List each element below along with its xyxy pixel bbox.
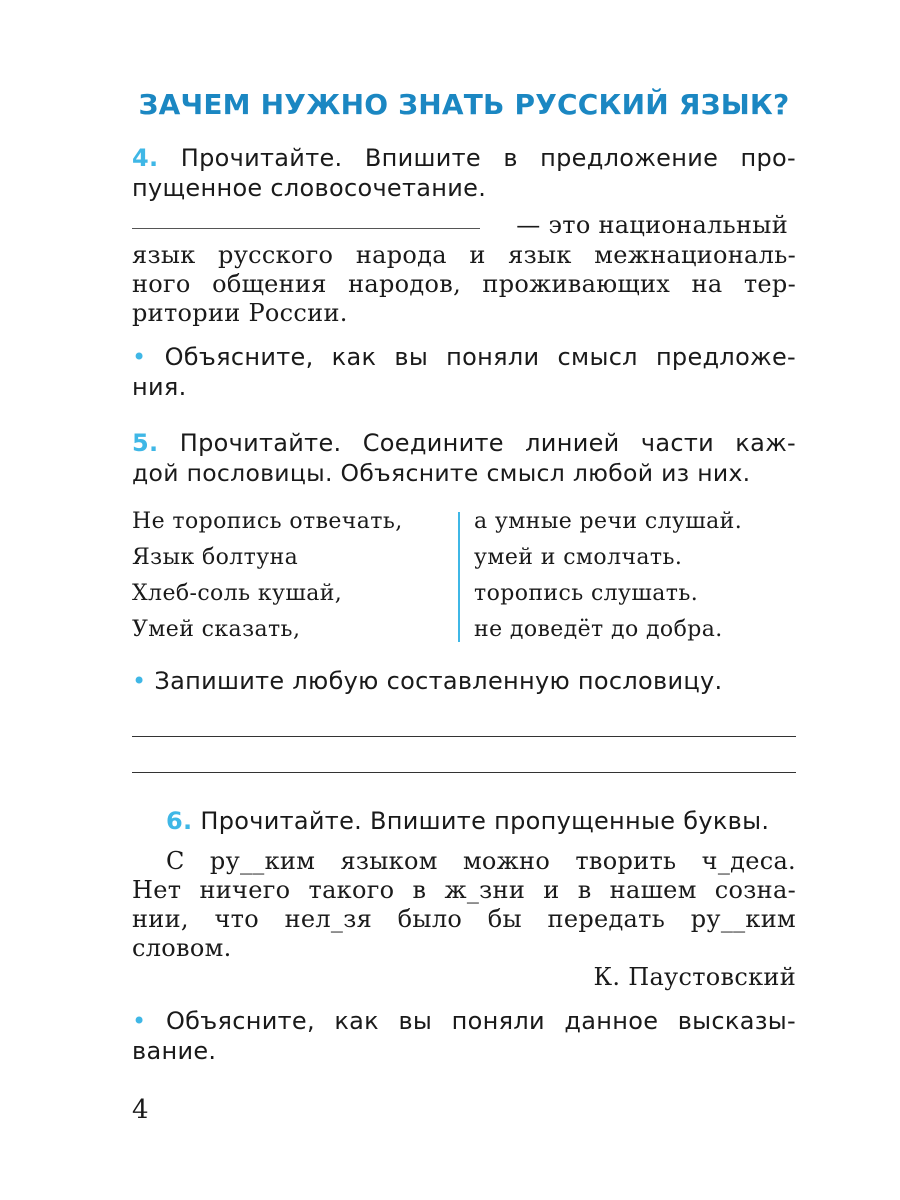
bullet-icon: • bbox=[132, 1007, 147, 1035]
proverb-right-part[interactable]: не доведёт до добра. bbox=[474, 617, 723, 642]
proverb-left-part[interactable]: Язык болтуна bbox=[132, 545, 299, 570]
page-title: ЗАЧЕМ НУЖНО ЗНАТЬ РУССКИЙ ЯЗЫК? bbox=[138, 88, 790, 121]
proverb-right-part[interactable]: а умные речи слушай. bbox=[474, 509, 743, 534]
ex4-instruction-line2: пущенное словосочетание. bbox=[132, 174, 487, 202]
ex4-text-line4: ритории России. bbox=[132, 299, 348, 327]
ex4-instruction-line1: 4. Прочитайте. Впишите в предложение про- bbox=[132, 144, 796, 172]
answer-write-line[interactable] bbox=[132, 772, 796, 773]
column-divider bbox=[458, 512, 460, 642]
answer-write-line[interactable] bbox=[132, 736, 796, 737]
bullet-icon: • bbox=[132, 667, 147, 695]
ex5-instruction-line1: 5. Прочитайте. Соедините линией части каж- bbox=[132, 429, 796, 457]
ex4-text-line3: ного общения народов, проживающих на тер- bbox=[132, 270, 796, 298]
proverb-right-part[interactable]: умей и смолчать. bbox=[474, 545, 683, 570]
ex4-text-line1: — это национальный bbox=[132, 210, 796, 240]
proverb-left-part[interactable]: Хлеб-соль кушай, bbox=[132, 581, 343, 606]
bullet-icon: • bbox=[132, 343, 147, 371]
ex5-instruction-line2: дой пословицы. Объясните смысл любой из них. bbox=[132, 459, 751, 487]
ex6-task-line2: вание. bbox=[132, 1037, 217, 1065]
ex6-task-line1: • Объясните, как вы поняли данное высказы- bbox=[132, 1007, 796, 1035]
ex4-text-line2: язык русского народа и язык межнациональ- bbox=[132, 241, 796, 269]
ex6-number: 6. bbox=[166, 807, 193, 835]
proverb-left-part[interactable]: Не торопись отвечать, bbox=[132, 509, 403, 534]
ex4-task-line1: • Объясните, как вы поняли смысл предложе- bbox=[132, 343, 796, 371]
ex6-instruction: 6. Прочитайте. Впишите пропущенные буквы. bbox=[166, 807, 770, 835]
ex6-text-line2: Нет ничего такого в ж_зни и в нашем созна- bbox=[132, 876, 796, 904]
proverb-right-part[interactable]: торопись слушать. bbox=[474, 581, 699, 606]
ex4-number: 4. bbox=[132, 144, 159, 172]
ex5-task: • Запишите любую составленную пословицу. bbox=[132, 667, 723, 695]
page-number: 4 bbox=[132, 1095, 149, 1125]
ex6-text-line4: словом. bbox=[132, 934, 232, 962]
quote-author: К. Паустовский bbox=[593, 963, 796, 991]
ex4-answer-blank[interactable] bbox=[132, 224, 480, 229]
ex6-text-line3: нии, что нел_зя было бы передать ру__ким bbox=[132, 905, 796, 933]
proverb-left-part[interactable]: Умей сказать, bbox=[132, 617, 301, 642]
ex6-text-line1: С ру__ким языком можно творить ч_деса. bbox=[166, 847, 796, 875]
ex5-number: 5. bbox=[132, 429, 159, 457]
ex4-task-line2: ния. bbox=[132, 373, 187, 401]
